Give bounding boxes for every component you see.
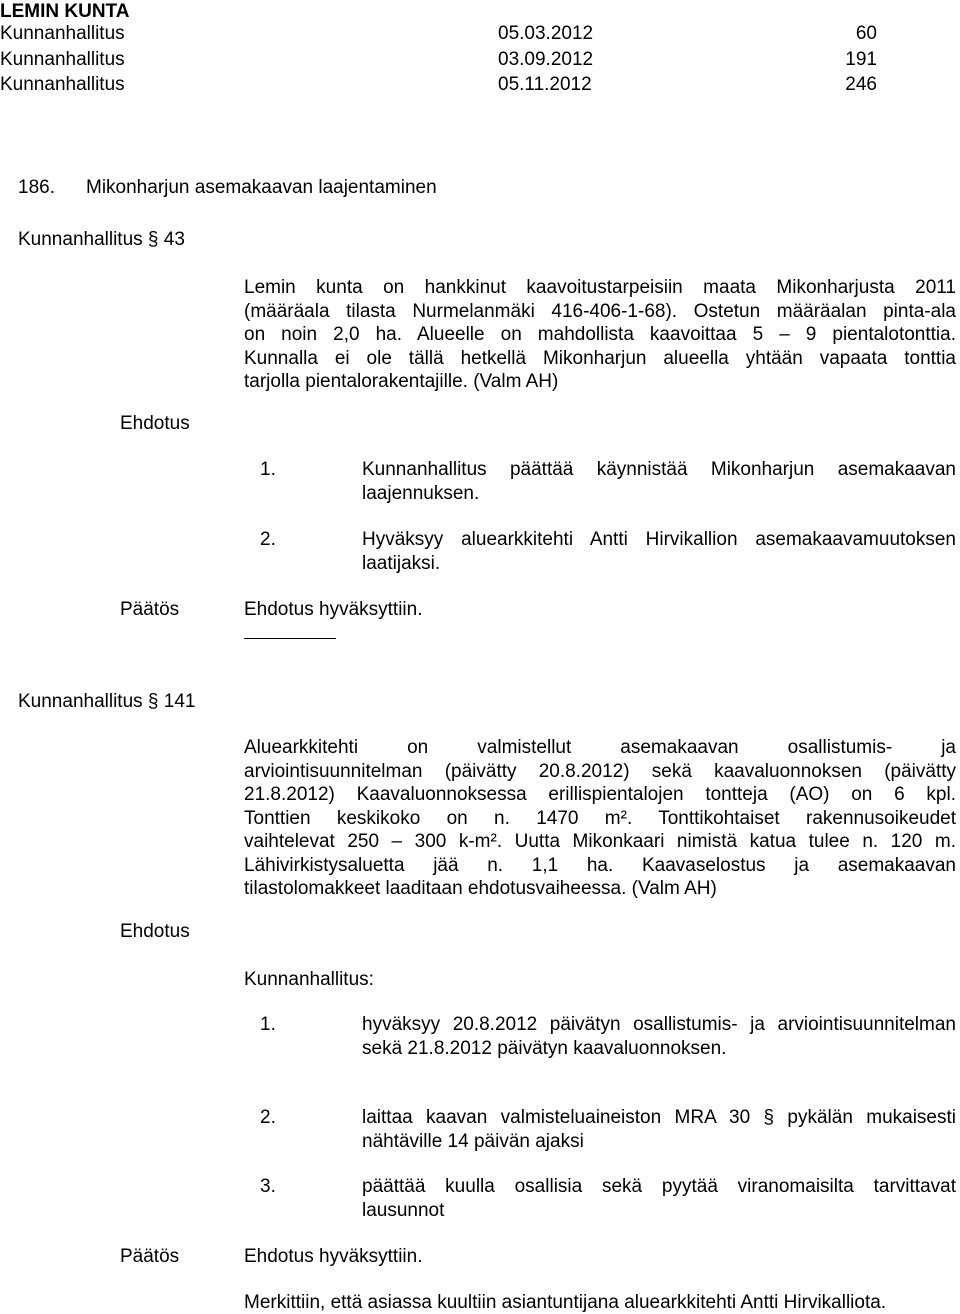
meeting-date: 05.03.2012 bbox=[498, 23, 594, 44]
body-line: on noin 2,0 ha. Alueelle on mahdollista kaavoittaa 5 – 9 pientalotonttia. bbox=[244, 324, 956, 345]
decision-label: Päätös bbox=[120, 1246, 180, 1267]
meeting-section: 191 bbox=[845, 49, 877, 70]
proposal-label: Ehdotus bbox=[120, 413, 190, 434]
item-number: 186. bbox=[18, 177, 55, 198]
list-item-text: hyväksyy 20.8.2012 päivätyn osallistumis- ja arviointisuunnitelman sekä 21.8.2012 päivätyn kaavaluonnoksen. bbox=[362, 1014, 956, 1059]
body-line: Aluearkkitehti on valmistellut asemakaavan osallistumis- ja bbox=[244, 737, 956, 758]
body-line: Kunnalla ei ole tällä hetkellä Mikonharjun alueella yhtään vapaata tonttia bbox=[244, 347, 956, 369]
list-number: 2. bbox=[260, 1107, 276, 1128]
list-item-text: laittaa kaavan valmisteluaineiston MRA 30 § pykälän mukaisesti nähtäville 14 päivän ajaksi bbox=[362, 1107, 956, 1152]
item-title: Mikonharjun asemakaavan laajentaminen bbox=[86, 177, 437, 198]
list-number: 3. bbox=[260, 1176, 276, 1197]
divider-line bbox=[244, 638, 336, 639]
list-item-text: päättää kuulla osallisia sekä pyytää viranomaisilta tarvittavat lausunnot bbox=[362, 1176, 956, 1221]
meeting-section: 60 bbox=[855, 23, 877, 44]
list-number: 1. bbox=[260, 459, 276, 480]
body-line: tilastolomakkeet laaditaan ehdotusvaiheessa. (Valm AH) bbox=[244, 878, 717, 899]
meeting-section: 246 bbox=[845, 74, 877, 95]
meeting-date: 03.09.2012 bbox=[498, 49, 594, 70]
section-body bbox=[244, 736, 956, 901]
body-line: Lemin kunta on hankkinut kaavoitustarpeisiin maata Mikonharjusta 2011 bbox=[244, 277, 956, 298]
section-ref: Kunnanhallitus § 43 bbox=[18, 229, 185, 250]
section-body bbox=[244, 276, 956, 394]
meeting-body: Kunnanhallitus bbox=[0, 74, 125, 95]
body-line: vaihtelevat 250 – 300 k-m². Uutta Mikonkaari nimistä katua tulee n. 120 m. bbox=[244, 831, 956, 852]
meeting-body: Kunnanhallitus bbox=[0, 23, 125, 44]
decision-text: Ehdotus hyväksyttiin. bbox=[244, 599, 423, 620]
body-line: tarjolla pientalorakentajille. (Valm AH) bbox=[244, 371, 559, 392]
section-ref: Kunnanhallitus § 141 bbox=[18, 691, 196, 712]
note-text: Merkittiin, että asiassa kuultiin asiantuntijana aluearkkitehti Antti Hirvikalliota. bbox=[244, 1292, 887, 1313]
body-line: Lähivirkistysaluetta jää n. 1,1 ha. Kaavaselostus ja asemakaavan bbox=[244, 854, 956, 876]
list-number: 1. bbox=[260, 1014, 276, 1035]
municipality-name: LEMIN KUNTA bbox=[0, 1, 130, 22]
list-item-text: Kunnanhallitus päättää käynnistää Mikonharjun asemakaavan laajennuksen. bbox=[362, 459, 956, 504]
decision-text: Ehdotus hyväksyttiin. bbox=[244, 1246, 423, 1267]
meeting-date: 05.11.2012 bbox=[498, 74, 592, 95]
meeting-body: Kunnanhallitus bbox=[0, 49, 125, 70]
list-item-text: Hyväksyy aluearkkitehti Antti Hirvikallion asemakaavamuutoksen laatijaksi. bbox=[362, 529, 956, 574]
proposal-intro: Kunnanhallitus: bbox=[244, 969, 374, 990]
body-line: (määräala tilasta Nurmelanmäki 416-406-1-68). Ostetun määräalan pinta-ala bbox=[244, 300, 956, 322]
list-number: 2. bbox=[260, 529, 276, 550]
body-line: arviointisuunnitelman (päivätty 20.8.2012) sekä kaavaluonnoksen (päivätty bbox=[244, 760, 956, 782]
proposal-label: Ehdotus bbox=[120, 921, 190, 942]
body-line: 21.8.2012) Kaavaluonnoksessa erillispientalojen tontteja (AO) on 6 kpl. bbox=[244, 784, 956, 805]
decision-label: Päätös bbox=[120, 599, 180, 620]
body-line: Tonttien keskikoko on n. 1470 m². Tonttikohtaiset rakennusoikeudet bbox=[244, 807, 956, 829]
